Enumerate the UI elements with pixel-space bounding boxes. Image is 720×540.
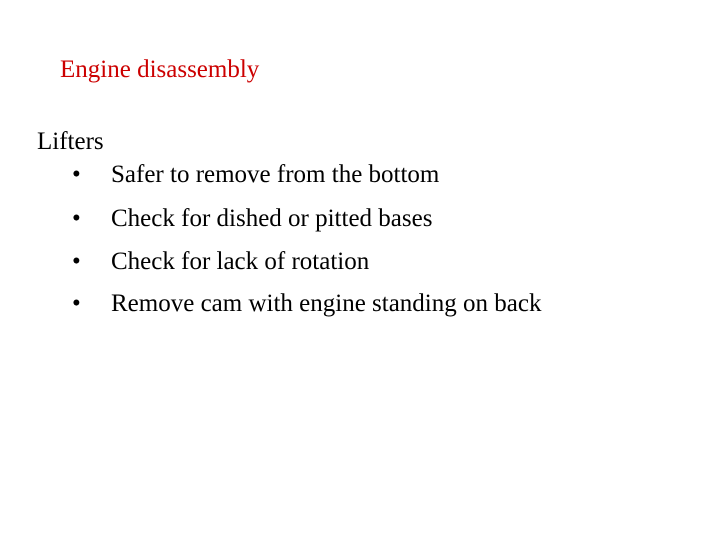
bullet-dot-icon: • <box>72 205 81 232</box>
bullet-dot-icon: • <box>72 161 81 188</box>
bullet-item <box>72 159 439 191</box>
slide-title: Engine disassembly <box>60 56 260 83</box>
bullet-text: Check for dished or pitted bases <box>111 205 433 232</box>
bullet-text: Safer to remove from the bottom <box>111 161 440 188</box>
bullet-text: Check for lack of rotation <box>111 248 370 275</box>
bullet-text: Remove cam with engine standing on back <box>111 290 542 317</box>
section-heading-lifters: Lifters <box>37 128 104 155</box>
bullet-dot-icon: • <box>72 248 81 275</box>
bullet-item <box>72 203 432 235</box>
bullet-item <box>72 288 541 320</box>
bullet-item <box>72 246 369 278</box>
bullet-dot-icon: • <box>72 290 81 317</box>
